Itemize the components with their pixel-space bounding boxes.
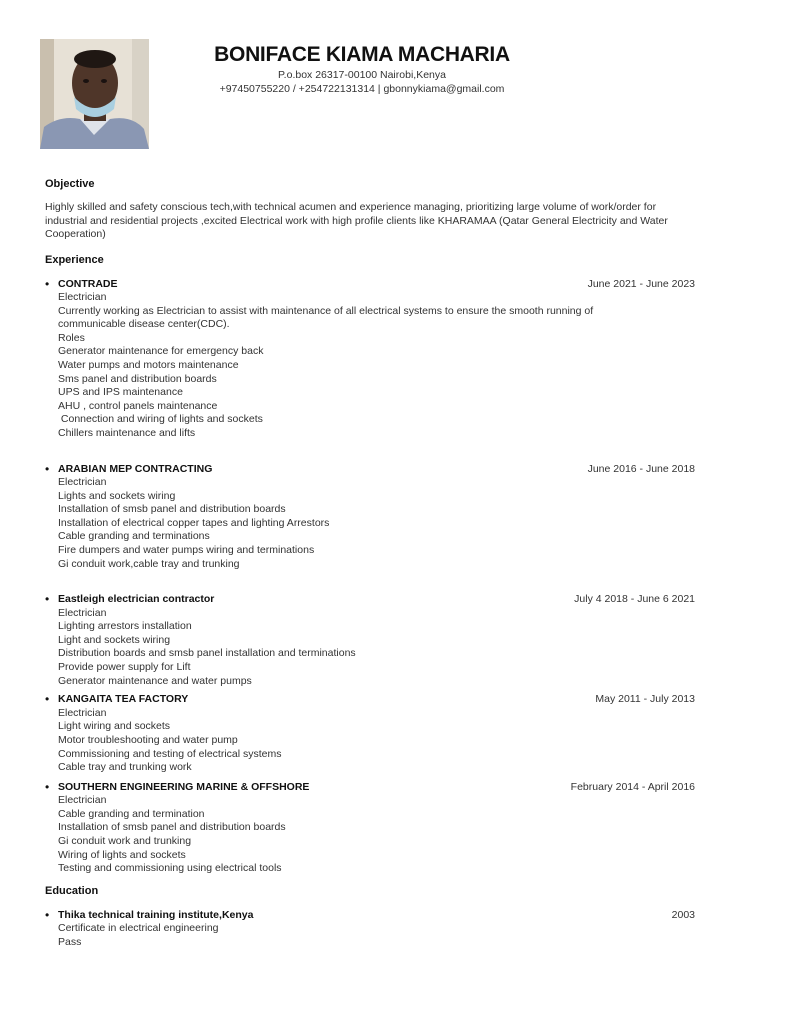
entry-detail-line: Light and sockets wiring [58, 633, 171, 646]
entry-detail-line: Generator maintenance for emergency back [58, 345, 264, 358]
education-heading: Education [45, 884, 99, 897]
entry-detail-line: Connection and wiring of lights and sockets [58, 413, 263, 426]
resume-header [150, 42, 574, 96]
objective-text: Highly skilled and safety conscious tech,with technical acumen and experience managing, prioritizing large volume of work/order for industrial and residential projects ,excited Electrical work with high profile clients like KHARAMAA (Qatar General Electricity and Water Cooperation) [45, 201, 668, 240]
list-item [45, 909, 695, 950]
education-list [45, 909, 695, 950]
entry-detail-line: Roles [58, 331, 85, 344]
entry-detail-line: Testing and commissioning using electrical tools [58, 862, 282, 875]
entry-detail-line: Certificate in electrical engineering [58, 922, 219, 935]
contact-details: +97450755220 / +254722131314 | gbonnykiama@gmail.com [219, 83, 505, 95]
entry-detail-line: Cable tray and trunking work [58, 761, 192, 774]
entry-header-row [58, 909, 695, 923]
entry-detail-line: Electrician [58, 291, 107, 303]
entry-header-row [58, 781, 695, 795]
entry-detail-line: Lighting arrestors installation [58, 620, 192, 633]
entry-dates: May 2011 - July 2013 [595, 693, 695, 706]
entry-detail-line: Installation of smsb panel and distribution boards [58, 821, 286, 834]
entry-dates: July 4 2018 - June 6 2021 [574, 593, 695, 606]
entry-detail-line: Electrician [58, 476, 107, 489]
entry-detail-line: Chillers maintenance and lifts [58, 426, 196, 439]
entry-detail-line: Fire dumpers and water pumps wiring and terminations [58, 544, 315, 556]
entry-title: • ARABIAN MEP CONTRACTING [58, 462, 213, 475]
entry-detail-line: Gi conduit work and trunking [58, 835, 192, 847]
entry-detail-line: Currently working as Electrician to assist with maintenance of all electrical systems to ensure the smooth running of [58, 304, 594, 317]
entry-dates: 2003 [671, 908, 695, 921]
entry-detail-line: Installation of smsb panel and distribution boards [58, 503, 286, 516]
entry-dates: June 2021 - June 2023 [587, 277, 695, 290]
entry-title: • CONTRADE [58, 277, 118, 290]
entry-detail-line: Installation of electrical copper tapes and lighting Arrestors [58, 516, 330, 529]
list-item [45, 463, 695, 572]
entry-detail-line: Electrician [58, 794, 107, 807]
objective-heading: Objective [45, 178, 95, 190]
list-item [45, 693, 695, 774]
entry-detail-line: Lights and sockets wiring [58, 489, 176, 502]
list-item [45, 278, 695, 441]
candidate-name: BONIFACE KIAMA MACHARIA [214, 43, 510, 66]
entry-detail-line: Electrician [58, 606, 107, 619]
entry-title: • SOUTHERN ENGINEERING MARINE & OFFSHORE [58, 780, 310, 793]
entry-detail-line: Generator maintenance and water pumps [58, 674, 252, 687]
postal-address: P.o.box 26317-00100 Nairobi,Kenya [278, 69, 446, 81]
experience-heading: Experience [45, 253, 104, 266]
experience-list [45, 278, 695, 876]
entry-detail-line: Gi conduit work,cable tray and trunking [58, 557, 240, 570]
resume-body [45, 178, 695, 949]
entry-detail-line: Light wiring and sockets [58, 720, 171, 733]
entry-dates: February 2014 - April 2016 [570, 780, 695, 793]
entry-header-row [58, 278, 695, 292]
entry-detail-line: Water pumps and motors maintenance [58, 358, 239, 371]
list-item [45, 593, 695, 688]
entry-detail-line: Cable granding and terminations [58, 530, 210, 543]
entry-title: • Thika technical training institute,Kenya [58, 908, 254, 921]
entry-header-row [58, 463, 695, 477]
entry-detail-line: Pass [58, 935, 82, 948]
entry-detail-line: Motor troubleshooting and water pump [58, 733, 238, 746]
entry-detail-line: communicable disease center(CDC). [58, 318, 230, 331]
entry-detail-line: Provide power supply for Lift [58, 661, 191, 674]
entry-dates: June 2016 - June 2018 [587, 462, 695, 475]
entry-detail-line: Sms panel and distribution boards [58, 372, 217, 385]
entry-title: • Eastleigh electrician contractor [58, 593, 215, 606]
entry-detail-line: UPS and IPS maintenance [58, 386, 183, 399]
list-item [45, 781, 695, 876]
entry-header-row [58, 593, 695, 607]
entry-detail-line: Commissioning and testing of electrical systems [58, 747, 282, 760]
entry-detail-line: Distribution boards and smsb panel installation and terminations [58, 647, 356, 660]
entry-title: • KANGAITA TEA FACTORY [58, 693, 189, 706]
entry-header-row [58, 693, 695, 707]
entry-detail-line: Cable granding and termination [58, 807, 205, 820]
entry-detail-line: Wiring of lights and sockets [58, 848, 186, 861]
person-portrait-icon [40, 39, 149, 149]
profile-photo [40, 39, 149, 149]
entry-detail-line: Electrician [58, 706, 107, 719]
entry-detail-line: AHU , control panels maintenance [58, 399, 218, 412]
